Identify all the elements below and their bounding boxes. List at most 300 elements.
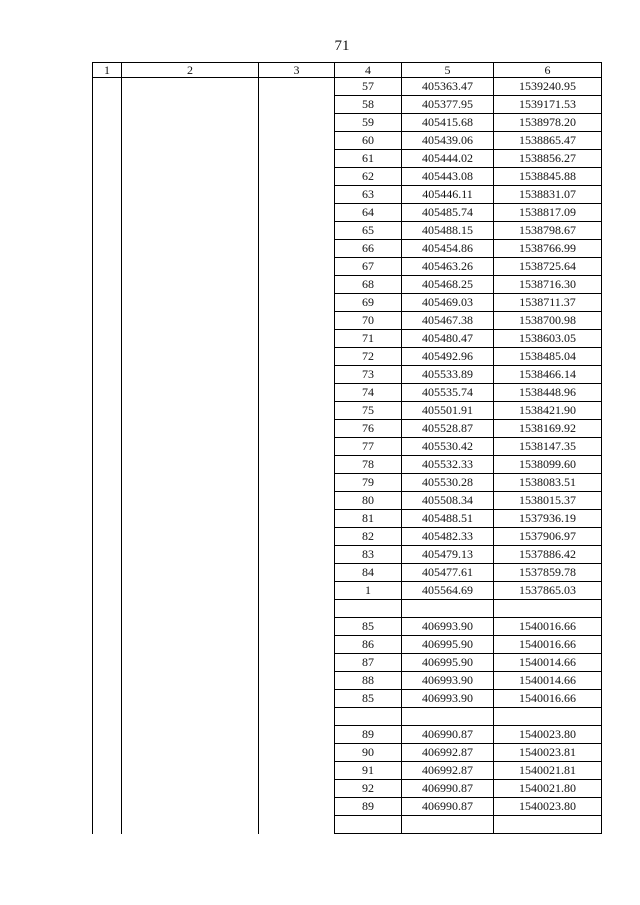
y-coordinate-cell: 1540016.66 (494, 618, 602, 636)
x-coordinate-cell: 406992.87 (402, 762, 494, 780)
point-number-cell: 59 (335, 114, 402, 132)
empty-cell (122, 762, 259, 780)
x-coordinate-cell: 405454.86 (402, 240, 494, 258)
y-coordinate-cell: 1538169.92 (494, 420, 602, 438)
y-coordinate-cell: 1537865.03 (494, 582, 602, 600)
y-coordinate-cell: 1538978.20 (494, 114, 602, 132)
table-row (93, 222, 602, 240)
table-row (93, 726, 602, 744)
table-row (93, 294, 602, 312)
table-row (93, 132, 602, 150)
coordinates-table (92, 62, 602, 834)
x-coordinate-cell: 406990.87 (402, 726, 494, 744)
table-row (93, 168, 602, 186)
empty-cell (259, 78, 335, 96)
table-row (93, 600, 602, 618)
empty-cell (93, 528, 122, 546)
empty-cell (93, 474, 122, 492)
point-number-cell: 81 (335, 510, 402, 528)
x-coordinate-cell: 405415.68 (402, 114, 494, 132)
empty-cell (122, 240, 259, 258)
empty-cell (122, 384, 259, 402)
y-coordinate-cell: 1540016.66 (494, 690, 602, 708)
x-coordinate-cell: 405530.42 (402, 438, 494, 456)
point-number-cell: 91 (335, 762, 402, 780)
empty-cell (93, 816, 122, 834)
empty-cell (93, 312, 122, 330)
empty-cell (93, 114, 122, 132)
point-number-cell: 61 (335, 150, 402, 168)
table-row (93, 312, 602, 330)
x-coordinate-cell: 405501.91 (402, 402, 494, 420)
empty-cell (122, 492, 259, 510)
x-coordinate-cell: 405480.47 (402, 330, 494, 348)
y-coordinate-cell: 1538700.98 (494, 312, 602, 330)
table-row (93, 780, 602, 798)
x-coordinate-cell: 405468.25 (402, 276, 494, 294)
table-row (93, 672, 602, 690)
x-coordinate-cell: 405443.08 (402, 168, 494, 186)
table-row (93, 546, 602, 564)
table-row (93, 78, 602, 96)
empty-cell (259, 402, 335, 420)
x-coordinate-cell (402, 708, 494, 726)
y-coordinate-cell: 1539240.95 (494, 78, 602, 96)
empty-cell (122, 456, 259, 474)
empty-cell (93, 546, 122, 564)
empty-cell (259, 708, 335, 726)
y-coordinate-cell: 1538716.30 (494, 276, 602, 294)
column-header-3: 3 (259, 63, 335, 78)
x-coordinate-cell: 406995.90 (402, 654, 494, 672)
empty-cell (259, 330, 335, 348)
empty-cell (93, 150, 122, 168)
y-coordinate-cell (494, 708, 602, 726)
empty-cell (259, 726, 335, 744)
empty-cell (122, 618, 259, 636)
x-coordinate-cell: 406990.87 (402, 798, 494, 816)
x-coordinate-cell: 405477.61 (402, 564, 494, 582)
empty-cell (122, 708, 259, 726)
empty-cell (93, 222, 122, 240)
empty-cell (93, 186, 122, 204)
table-row (93, 564, 602, 582)
empty-cell (122, 420, 259, 438)
table-row (93, 492, 602, 510)
point-number-cell: 85 (335, 690, 402, 708)
empty-cell (259, 366, 335, 384)
empty-cell (259, 798, 335, 816)
y-coordinate-cell: 1538421.90 (494, 402, 602, 420)
empty-cell (259, 582, 335, 600)
empty-cell (259, 618, 335, 636)
table-row (93, 420, 602, 438)
empty-cell (93, 582, 122, 600)
column-header-6: 6 (494, 63, 602, 78)
empty-cell (122, 294, 259, 312)
table-row (93, 816, 602, 834)
table-row (93, 186, 602, 204)
point-number-cell: 68 (335, 276, 402, 294)
empty-cell (259, 528, 335, 546)
empty-cell (93, 492, 122, 510)
empty-cell (122, 204, 259, 222)
y-coordinate-cell: 1538817.09 (494, 204, 602, 222)
empty-cell (93, 366, 122, 384)
point-number-cell (335, 600, 402, 618)
y-coordinate-cell: 1540021.81 (494, 762, 602, 780)
empty-cell (259, 654, 335, 672)
table-header-row (93, 63, 602, 78)
empty-cell (259, 114, 335, 132)
empty-cell (122, 312, 259, 330)
point-number-cell: 84 (335, 564, 402, 582)
empty-cell (259, 150, 335, 168)
table-row (93, 798, 602, 816)
empty-cell (93, 294, 122, 312)
table-row (93, 744, 602, 762)
empty-cell (122, 366, 259, 384)
y-coordinate-cell: 1540023.80 (494, 726, 602, 744)
point-number-cell: 79 (335, 474, 402, 492)
y-coordinate-cell: 1540014.66 (494, 672, 602, 690)
empty-cell (122, 258, 259, 276)
column-header-4: 4 (335, 63, 402, 78)
empty-cell (93, 744, 122, 762)
empty-cell (259, 690, 335, 708)
point-number-cell (335, 708, 402, 726)
y-coordinate-cell: 1540021.80 (494, 780, 602, 798)
x-coordinate-cell (402, 600, 494, 618)
empty-cell (122, 546, 259, 564)
empty-cell (93, 132, 122, 150)
x-coordinate-cell: 405564.69 (402, 582, 494, 600)
table-row (93, 276, 602, 294)
empty-cell (259, 600, 335, 618)
empty-cell (93, 618, 122, 636)
y-coordinate-cell: 1538711.37 (494, 294, 602, 312)
empty-cell (93, 96, 122, 114)
y-coordinate-cell: 1538856.27 (494, 150, 602, 168)
x-coordinate-cell: 405533.89 (402, 366, 494, 384)
column-header-2: 2 (122, 63, 259, 78)
y-coordinate-cell (494, 600, 602, 618)
empty-cell (122, 78, 259, 96)
x-coordinate-cell: 405492.96 (402, 348, 494, 366)
empty-cell (259, 222, 335, 240)
y-coordinate-cell: 1538725.64 (494, 258, 602, 276)
empty-cell (93, 708, 122, 726)
empty-cell (122, 276, 259, 294)
empty-cell (122, 816, 259, 834)
empty-cell (93, 420, 122, 438)
y-coordinate-cell: 1538798.67 (494, 222, 602, 240)
point-number-cell: 75 (335, 402, 402, 420)
page-number: 71 (334, 38, 350, 54)
table-row (93, 582, 602, 600)
empty-cell (259, 564, 335, 582)
x-coordinate-cell: 405532.33 (402, 456, 494, 474)
x-coordinate-cell: 405463.26 (402, 258, 494, 276)
empty-cell (259, 474, 335, 492)
point-number-cell: 90 (335, 744, 402, 762)
point-number-cell: 89 (335, 726, 402, 744)
empty-cell (93, 456, 122, 474)
empty-cell (259, 456, 335, 474)
x-coordinate-cell (402, 816, 494, 834)
column-header-5: 5 (402, 63, 494, 78)
table-row (93, 528, 602, 546)
x-coordinate-cell: 405479.13 (402, 546, 494, 564)
x-coordinate-cell: 406992.87 (402, 744, 494, 762)
x-coordinate-cell: 405482.33 (402, 528, 494, 546)
y-coordinate-cell: 1537936.19 (494, 510, 602, 528)
y-coordinate-cell: 1537859.78 (494, 564, 602, 582)
y-coordinate-cell: 1538831.07 (494, 186, 602, 204)
empty-cell (122, 474, 259, 492)
point-number-cell: 73 (335, 366, 402, 384)
empty-cell (122, 438, 259, 456)
point-number-cell: 1 (335, 582, 402, 600)
point-number-cell: 71 (335, 330, 402, 348)
point-number-cell: 85 (335, 618, 402, 636)
empty-cell (122, 582, 259, 600)
empty-cell (122, 654, 259, 672)
empty-cell (259, 312, 335, 330)
point-number-cell: 67 (335, 258, 402, 276)
empty-cell (93, 600, 122, 618)
y-coordinate-cell: 1538466.14 (494, 366, 602, 384)
x-coordinate-cell: 405508.34 (402, 492, 494, 510)
empty-cell (122, 222, 259, 240)
y-coordinate-cell: 1538485.04 (494, 348, 602, 366)
point-number-cell: 83 (335, 546, 402, 564)
empty-cell (93, 384, 122, 402)
y-coordinate-cell: 1538845.88 (494, 168, 602, 186)
empty-cell (259, 762, 335, 780)
empty-cell (93, 204, 122, 222)
empty-cell (93, 636, 122, 654)
y-coordinate-cell: 1537906.97 (494, 528, 602, 546)
table-row (93, 96, 602, 114)
empty-cell (259, 672, 335, 690)
empty-cell (93, 276, 122, 294)
table-row (93, 150, 602, 168)
x-coordinate-cell: 406993.90 (402, 690, 494, 708)
empty-cell (122, 330, 259, 348)
y-coordinate-cell: 1540014.66 (494, 654, 602, 672)
empty-cell (93, 330, 122, 348)
table-body (93, 78, 602, 834)
table-row (93, 456, 602, 474)
x-coordinate-cell: 406990.87 (402, 780, 494, 798)
empty-cell (122, 672, 259, 690)
point-number-cell: 70 (335, 312, 402, 330)
empty-cell (259, 348, 335, 366)
x-coordinate-cell: 405488.51 (402, 510, 494, 528)
point-number-cell: 89 (335, 798, 402, 816)
empty-cell (259, 438, 335, 456)
empty-cell (122, 510, 259, 528)
table-row (93, 618, 602, 636)
empty-cell (259, 132, 335, 150)
empty-cell (93, 762, 122, 780)
table-row (93, 654, 602, 672)
point-number-cell: 62 (335, 168, 402, 186)
empty-cell (93, 348, 122, 366)
empty-cell (93, 798, 122, 816)
empty-cell (93, 726, 122, 744)
y-coordinate-cell: 1540023.80 (494, 798, 602, 816)
y-coordinate-cell: 1538083.51 (494, 474, 602, 492)
empty-cell (259, 744, 335, 762)
y-coordinate-cell: 1538099.60 (494, 456, 602, 474)
empty-cell (93, 672, 122, 690)
point-number-cell: 77 (335, 438, 402, 456)
y-coordinate-cell: 1537886.42 (494, 546, 602, 564)
x-coordinate-cell: 405439.06 (402, 132, 494, 150)
empty-cell (93, 168, 122, 186)
empty-cell (122, 780, 259, 798)
y-coordinate-cell: 1538865.47 (494, 132, 602, 150)
empty-cell (122, 348, 259, 366)
y-coordinate-cell: 1538015.37 (494, 492, 602, 510)
table-row (93, 330, 602, 348)
table-row (93, 384, 602, 402)
empty-cell (259, 96, 335, 114)
x-coordinate-cell: 406993.90 (402, 672, 494, 690)
y-coordinate-cell: 1538147.35 (494, 438, 602, 456)
empty-cell (259, 240, 335, 258)
empty-cell (122, 798, 259, 816)
empty-cell (93, 402, 122, 420)
x-coordinate-cell: 406993.90 (402, 618, 494, 636)
point-number-cell: 63 (335, 186, 402, 204)
empty-cell (93, 78, 122, 96)
empty-cell (259, 186, 335, 204)
empty-cell (259, 276, 335, 294)
empty-cell (122, 402, 259, 420)
table-row (93, 402, 602, 420)
empty-cell (259, 780, 335, 798)
empty-cell (122, 168, 259, 186)
empty-cell (259, 492, 335, 510)
empty-cell (93, 510, 122, 528)
point-number-cell: 88 (335, 672, 402, 690)
x-coordinate-cell: 405377.95 (402, 96, 494, 114)
x-coordinate-cell: 405469.03 (402, 294, 494, 312)
empty-cell (93, 690, 122, 708)
point-number-cell: 87 (335, 654, 402, 672)
table-row (93, 762, 602, 780)
point-number-cell: 64 (335, 204, 402, 222)
empty-cell (122, 96, 259, 114)
empty-cell (259, 258, 335, 276)
point-number-cell: 69 (335, 294, 402, 312)
empty-cell (122, 690, 259, 708)
point-number-cell: 76 (335, 420, 402, 438)
empty-cell (122, 150, 259, 168)
point-number-cell: 58 (335, 96, 402, 114)
x-coordinate-cell: 405488.15 (402, 222, 494, 240)
x-coordinate-cell: 406995.90 (402, 636, 494, 654)
empty-cell (122, 114, 259, 132)
y-coordinate-cell: 1540016.66 (494, 636, 602, 654)
y-coordinate-cell (494, 816, 602, 834)
empty-cell (122, 132, 259, 150)
y-coordinate-cell: 1538448.96 (494, 384, 602, 402)
empty-cell (259, 816, 335, 834)
empty-cell (259, 636, 335, 654)
empty-cell (122, 528, 259, 546)
empty-cell (122, 564, 259, 582)
empty-cell (122, 600, 259, 618)
x-coordinate-cell: 405446.11 (402, 186, 494, 204)
point-number-cell: 92 (335, 780, 402, 798)
empty-cell (93, 654, 122, 672)
y-coordinate-cell: 1538766.99 (494, 240, 602, 258)
table-row (93, 204, 602, 222)
x-coordinate-cell: 405535.74 (402, 384, 494, 402)
table-row (93, 708, 602, 726)
table-row (93, 690, 602, 708)
empty-cell (122, 636, 259, 654)
table-row (93, 438, 602, 456)
x-coordinate-cell: 405485.74 (402, 204, 494, 222)
point-number-cell: 74 (335, 384, 402, 402)
x-coordinate-cell: 405467.38 (402, 312, 494, 330)
empty-cell (93, 240, 122, 258)
empty-cell (93, 780, 122, 798)
point-number-cell: 60 (335, 132, 402, 150)
x-coordinate-cell: 405530.28 (402, 474, 494, 492)
table-row (93, 510, 602, 528)
table-row (93, 240, 602, 258)
point-number-cell: 66 (335, 240, 402, 258)
point-number-cell: 86 (335, 636, 402, 654)
table-row (93, 114, 602, 132)
point-number-cell: 80 (335, 492, 402, 510)
y-coordinate-cell: 1539171.53 (494, 96, 602, 114)
empty-cell (259, 168, 335, 186)
empty-cell (259, 420, 335, 438)
table-row (93, 636, 602, 654)
table-row (93, 474, 602, 492)
empty-cell (93, 438, 122, 456)
point-number-cell: 82 (335, 528, 402, 546)
table-row (93, 348, 602, 366)
empty-cell (259, 384, 335, 402)
x-coordinate-cell: 405363.47 (402, 78, 494, 96)
table-row (93, 366, 602, 384)
empty-cell (122, 186, 259, 204)
empty-cell (259, 546, 335, 564)
y-coordinate-cell: 1540023.81 (494, 744, 602, 762)
point-number-cell (335, 816, 402, 834)
empty-cell (122, 726, 259, 744)
x-coordinate-cell: 405444.02 (402, 150, 494, 168)
empty-cell (259, 204, 335, 222)
point-number-cell: 72 (335, 348, 402, 366)
empty-cell (93, 564, 122, 582)
point-number-cell: 65 (335, 222, 402, 240)
table-row (93, 258, 602, 276)
empty-cell (259, 294, 335, 312)
column-header-1: 1 (93, 63, 122, 78)
empty-cell (122, 744, 259, 762)
y-coordinate-cell: 1538603.05 (494, 330, 602, 348)
point-number-cell: 57 (335, 78, 402, 96)
